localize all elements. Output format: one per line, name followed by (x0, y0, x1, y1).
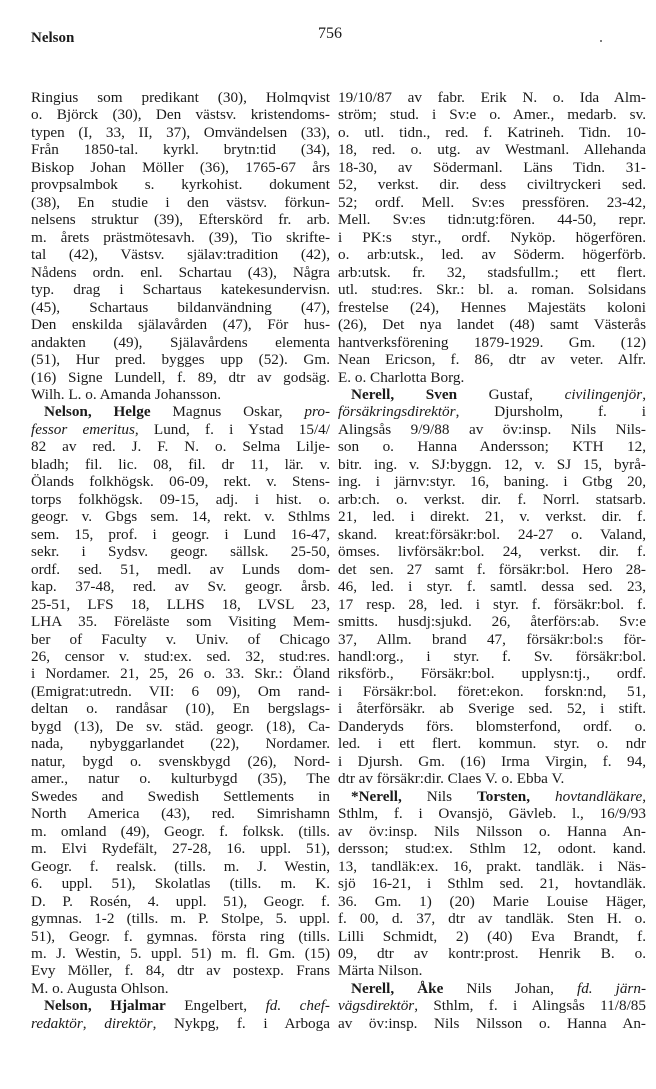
text-line (31, 665, 330, 682)
text-segment: dersson; stud:ex. Sthlm 12, odont. kand. (338, 840, 646, 858)
text-segment: 51), Geogr. f. gymnas. första ring (tills. (31, 927, 330, 945)
text-line (338, 473, 646, 490)
text-line (338, 141, 646, 158)
text-segment: Wilh. L. o. Amanda Johansson. (31, 385, 222, 403)
text-segment: kap. 37-48, red. av Sv. geogr. årsb. (31, 578, 330, 596)
text-line (338, 438, 646, 455)
text-segment: sekr. i Sydsv. geogr. sällsk. 25-50, (31, 543, 330, 561)
text-line (31, 770, 330, 787)
text-line (31, 264, 330, 281)
entry-first-line (338, 980, 646, 997)
text-line (31, 893, 330, 910)
text-line (31, 823, 330, 840)
text-line (338, 508, 646, 525)
text-segment: typ. drag i Schartaus katekesundervisn. (31, 281, 330, 299)
text-segment: Lilli Schmidt, 2) (40) Eva Brandt, f. (338, 927, 646, 945)
text-segment: Gustaf, (457, 385, 565, 403)
text-line (338, 648, 646, 665)
entry-title: fessor emeritus (31, 420, 135, 438)
entry-first-line (31, 403, 330, 420)
text-line (31, 194, 330, 211)
text-segment: 52; ordf. Mell. Sv:es pressfören. 23-42, (338, 193, 646, 211)
text-line (31, 89, 330, 106)
text-line (338, 665, 646, 682)
text-line (31, 299, 330, 316)
text-segment: o. arb:utsk., led. av Söderm. högerförb. (338, 246, 646, 264)
text-segment: 25-51, LFS 18, LLHS 18, LVSL 23, (31, 595, 330, 613)
entry-title: direktör (104, 1014, 153, 1032)
text-segment: m. J. Westin, 5. uppl. 51) m. fl. Gm. (15) (31, 944, 330, 962)
text-line (31, 229, 330, 246)
text-line (31, 683, 330, 700)
text-line (31, 613, 330, 630)
text-segment: , Lund, f. i Ystad 15/4/ (134, 420, 330, 438)
text-segment: 6. uppl. 51), Skolatlas (tills. m. K. (31, 875, 330, 893)
text-segment: Swedes and Swedish Settlements in (31, 787, 330, 805)
text-line (31, 456, 330, 473)
text-segment: torps folkhögsk. 09-15, adj. i hist. o. (31, 490, 330, 508)
text-segment: , Nykpg, f. i Arboga (152, 1014, 330, 1032)
running-head: Nelson (31, 30, 75, 46)
text-segment: 18-30, av Södermanl. Läns Tidn. 31- (338, 158, 646, 176)
print-speck (600, 40, 602, 42)
text-segment: av öv:insp. Nils Nilsson o. Hanna An- (338, 1014, 646, 1032)
text-line (338, 456, 646, 473)
text-line (338, 491, 646, 508)
entry-title: fd. chef- (265, 997, 330, 1015)
text-segment: Nils (401, 787, 478, 805)
text-line (31, 910, 330, 927)
text-segment: ing. i järnv:styr. 16, baning. i Gtbg 20, (338, 473, 646, 491)
text-line (31, 840, 330, 857)
text-segment: E. o. Charlotta Borg. (338, 368, 465, 386)
text-line (31, 421, 330, 438)
text-segment: 18, red. o. utg. av Westmanl. Allehanda (338, 141, 646, 159)
text-line (31, 438, 330, 455)
text-line (338, 194, 646, 211)
text-segment: sjö 16-21, i Sthlm sed. 21, hovtandläk. (338, 875, 646, 893)
text-line (31, 106, 330, 123)
text-segment: Mell. Sv:es tidn:utg:fören. 44-50, repr. (338, 211, 646, 229)
text-line (31, 176, 330, 193)
text-segment: handl:org., i styr. f. Sv. försäkr:bol. (338, 648, 646, 665)
text-segment: LHA 35. Föreläste som Visiting Mem- (31, 613, 330, 631)
text-segment: Från 1850-tal. kyrkl. brytn:tid (34), (31, 141, 330, 159)
text-line (338, 823, 646, 840)
text-line (31, 141, 330, 158)
text-segment: (16) Signe Lundell, f. 89, dtr av godsäg. (31, 368, 330, 386)
text-segment: 26, censor v. stud:ex. sed. 32, stud:res. (31, 648, 330, 665)
text-line (31, 928, 330, 945)
text-segment: 19/10/87 av fabr. Erik N. o. Ida Alm- (338, 89, 646, 106)
entry-name: Nelson, Helge (44, 403, 151, 421)
text-segment: natur, bygd o. svenskbygd (26), Nord- (31, 752, 330, 770)
text-line (338, 561, 646, 578)
text-segment: bladh; fil. lic. 08, fil. dr 11, lär. v. (31, 455, 330, 473)
text-segment: bitr. ing. v. SJ:byggn. 12, v. SJ 15, byrå- (338, 455, 646, 473)
text-segment: Danderyds förs. blomsterfond, ordf. o. (338, 717, 646, 735)
text-line (338, 316, 646, 333)
text-line (338, 334, 646, 351)
text-segment: gymnas. 1-2 (tills. m. P. Stolpe, 5. uppl. (31, 910, 330, 928)
text-line (338, 718, 646, 735)
text-line (338, 211, 646, 228)
text-line (338, 858, 646, 875)
text-segment: dtr av försäkr:dir. Claes V. o. Ebba V. (338, 770, 565, 788)
entry-title: försäkringsdirektör (338, 403, 456, 421)
text-segment: son o. Hanna Andersson; KTH 12, (338, 438, 646, 456)
text-line (31, 543, 330, 560)
text-segment: riksförb., Försäkr:bol. upplysn:tj., ordf. (338, 665, 646, 683)
text-line (31, 631, 330, 648)
text-segment: o. Björck (30), Den västsv. kristendoms- (31, 106, 330, 124)
text-line (31, 962, 330, 979)
text-line (338, 526, 646, 543)
text-segment: i Nordamer. 21, 25, 26 o. 33. Skr.: Öland (31, 665, 330, 683)
entry-title: hovtandläkare (555, 787, 643, 805)
text-line (31, 334, 330, 351)
text-segment (530, 788, 555, 805)
text-segment: 37, Allm. brand 47, försäkr:bol:s för- (338, 630, 646, 648)
text-line (31, 858, 330, 875)
text-segment: andakten (49), Själavårdens elementa (31, 333, 330, 351)
text-segment: Ölands folkhögsk. 06-09, rekt. v. Stens- (31, 473, 330, 491)
text-line (31, 386, 330, 403)
entry-first-line (31, 997, 330, 1014)
text-segment: , Sthlm, f. i Alingsås 11/8/85 (414, 997, 646, 1015)
entry-name: Torsten, (477, 787, 531, 805)
text-line (31, 369, 330, 386)
text-segment: D. P. Rosén, 4. uppl. 51), Geogr. f. (31, 892, 330, 910)
text-line (31, 596, 330, 613)
text-line (338, 229, 646, 246)
text-segment: tal (42), Västsv. själav:tradition (42), (31, 246, 330, 264)
text-segment: nelsens struktur (39), Efterskörd fr. arb. (31, 211, 330, 229)
text-line (338, 893, 646, 910)
text-line (338, 805, 646, 822)
text-segment: ström; stud. i Sv:e o. Amer., medarb. sv. (338, 106, 646, 124)
text-segment: utl. stud:res. Skr.: bl. a. roman. Solsidans (338, 281, 646, 299)
text-line (338, 770, 646, 787)
text-segment: Nean Ericson, f. 86, dtr av veter. Alfr. (338, 351, 646, 369)
text-segment: , (642, 385, 646, 403)
text-segment: ömses. livförsäkr:bol. 24, verkst. dir. f. (338, 543, 646, 561)
text-line (31, 211, 330, 228)
entry-title: civilingenjör (564, 385, 643, 403)
text-line (338, 1015, 646, 1032)
text-segment: arb:ch. o. verkst. dir. f. Norrl. statsarb. (338, 490, 646, 508)
text-line (31, 124, 330, 141)
text-segment: sem. 15, prof. i geogr. i Lund 16-47, (31, 525, 330, 543)
entry-first-line (338, 788, 646, 805)
text-line (338, 124, 646, 141)
text-segment: 09, dtr av kontr:prost. Henrik B. o. (338, 944, 646, 962)
text-segment: , (642, 787, 646, 805)
entry-title: fd. järn- (576, 979, 646, 997)
text-line (31, 648, 330, 665)
text-line (338, 700, 646, 717)
entry-name: Nelson, Hjalmar (44, 997, 166, 1015)
text-segment: Nils Johan, (443, 979, 577, 997)
page-number: 756 (318, 25, 342, 42)
text-line (31, 875, 330, 892)
text-line (338, 106, 646, 123)
text-line (338, 840, 646, 857)
text-segment: ber of Faculty v. Univ. of Chicago (31, 630, 330, 648)
text-line (31, 980, 330, 997)
text-line (338, 403, 646, 420)
text-segment: det sen. 27 samt f. försäkr:bol. Hero 28- (338, 560, 646, 578)
text-line (338, 246, 646, 263)
entry-title: pro- (304, 403, 330, 421)
text-segment: typen (I, 33, II, 37), Omvändelsen (33), (31, 123, 330, 141)
text-segment: i PK:s styr., ordf. Nyköp. högerfören. (338, 228, 646, 246)
text-segment: Engelbert, (165, 997, 266, 1015)
text-line (338, 753, 646, 770)
text-line (31, 246, 330, 263)
text-line (31, 473, 330, 490)
text-segment: i återförsäkr. ab Sverige sed. 52, i stift. (338, 700, 646, 718)
text-line (338, 962, 646, 979)
text-line (338, 910, 646, 927)
text-segment: Geogr. f. realsk. (tills. m. J. Westin, (31, 857, 330, 875)
text-segment: m. årets prästmötesavh. (39), Tio skrifte- (31, 228, 330, 246)
text-segment: 17 resp. 28, led. i styr. f. försäkr:bol. f. (338, 595, 646, 613)
text-segment: av öv:insp. Nils Nilsson o. Hanna An- (338, 822, 646, 840)
text-line (31, 578, 330, 595)
text-line (338, 945, 646, 962)
entry-name: Nerell, Åke (351, 979, 444, 997)
text-segment: led. i ett flert. kommun. styr. o. ndr (338, 735, 646, 753)
text-line (31, 561, 330, 578)
text-line (338, 928, 646, 945)
text-line (338, 543, 646, 560)
entry-title: redaktör (31, 1014, 83, 1032)
text-segment: Magnus Oskar, (150, 403, 305, 421)
text-line (31, 805, 330, 822)
text-column-right (338, 89, 646, 1032)
text-segment: m. Elvi Rydefält, 27-28, 16. uppl. 51), (31, 840, 330, 858)
text-line (338, 89, 646, 106)
text-segment: , (82, 1014, 105, 1032)
text-segment: , Djursholm, f. i (455, 403, 646, 421)
text-segment: North America (43), red. Simrishamn (31, 805, 330, 823)
text-line (31, 735, 330, 752)
text-line (338, 875, 646, 892)
text-line (338, 159, 646, 176)
text-segment: Sthlm, f. i Ovansjö, Gävleb. l., 16/9/93 (338, 805, 646, 823)
text-segment: Den enskilda själavården (47), För hus- (31, 316, 330, 334)
text-segment: smitts. husdj:sjukd. 26, återförs:ab. Sv:e (338, 613, 646, 631)
entry-title: vägsdirektör (338, 997, 415, 1015)
text-segment: (26), Det nya landet (48) samt Västerås (338, 316, 646, 334)
text-line (338, 578, 646, 595)
text-segment: 46, led. i styr. f. samtl. dessa sed. 23, (338, 578, 646, 596)
text-segment: M. o. Augusta Ohlson. (31, 979, 169, 997)
text-segment: (51), Hur pred. bygges upp (52). Gm. (31, 351, 330, 369)
text-segment: (Emigrat:utredn. VII: 6 09), Om rand- (31, 682, 330, 700)
text-line (338, 735, 646, 752)
text-segment: i Djursh. Gm. (16) Irma Virgin, f. 94, (338, 752, 646, 770)
text-line (338, 631, 646, 648)
entry-first-line (338, 386, 646, 403)
text-line (338, 997, 646, 1014)
text-line (31, 718, 330, 735)
text-line (338, 351, 646, 368)
text-segment: Evy Möller, f. 84, dtr av postexp. Frans (31, 962, 330, 980)
text-segment: 82 av red. J. F. N. o. Selma Lilje- (31, 438, 330, 456)
text-line (338, 369, 646, 386)
text-segment: 52, verkst. dir. dess civiltryckeri sed. (338, 176, 646, 194)
text-segment: Märta Nilson. (338, 962, 423, 980)
text-line (31, 351, 330, 368)
entry-name: *Nerell, (351, 787, 402, 805)
text-segment: Biskop Johan Möller (36), 1765-67 års (31, 158, 330, 176)
text-segment: f. 00, d. 37, dtr av tandläk. Sten H. o. (338, 910, 646, 928)
text-segment: nada, nybyggarlandet (22), Nordamer. (31, 735, 330, 753)
text-segment: deltan o. randåsar (10), En bergslags- (31, 700, 330, 718)
text-line (31, 281, 330, 298)
text-line (338, 281, 646, 298)
text-segment: ordf. sed. 51, medl. av Lunds dom- (31, 560, 330, 578)
text-line (31, 491, 330, 508)
text-segment: bygd (13), De sv. städ. geogr. (18), Ca- (31, 717, 330, 735)
text-segment: m. omland (49), Geogr. f. folksk. (tills. (31, 822, 330, 840)
text-segment: skand. kreat:försäkr:bol. 24-27 o. Valand, (338, 525, 646, 543)
text-segment: geogr. v. Gbgs sem. 14, rekt. v. Sthlms (31, 508, 330, 526)
text-line (31, 1015, 330, 1032)
text-segment: hantverksförening 1879-1929. Gm. (12) (338, 333, 646, 351)
text-line (31, 508, 330, 525)
text-segment: amer., natur o. kulturbygd (35), The (31, 770, 330, 788)
text-line (31, 753, 330, 770)
text-line (31, 700, 330, 717)
text-segment: i Försäkr:bol. föret:ekon. forskn:nd, 51, (338, 682, 646, 700)
text-segment: 13, tandläk:ex. 16, prakt. tandläk. i Näs- (338, 857, 646, 875)
text-segment: provpsalmbok s. kyrkohist. dokument (31, 176, 330, 194)
text-segment: 21, led. i direkt. 21, v. verkst. dir. f. (338, 508, 646, 526)
text-segment: (38), En studie i den västsv. förkun- (31, 193, 330, 211)
text-line (338, 299, 646, 316)
text-segment: frestelse (24), Hennes Majestäts koloni (338, 298, 646, 316)
text-line (31, 788, 330, 805)
text-line (338, 683, 646, 700)
text-line (338, 176, 646, 193)
text-column-left (31, 89, 330, 1032)
text-line (338, 596, 646, 613)
text-line (31, 316, 330, 333)
text-segment: (45), Schartaus bildanvändning (47), (31, 298, 330, 316)
entry-name: Nerell, Sven (351, 385, 458, 403)
text-segment: Ringius som predikant (30), Holmqvist (31, 89, 330, 106)
text-line (338, 264, 646, 281)
text-segment: arb:utsk. fr. 32, stadsfullm.; ett flert. (338, 263, 646, 281)
text-line (31, 945, 330, 962)
text-line (338, 421, 646, 438)
text-line (31, 526, 330, 543)
text-segment: Alingsås 9/9/88 av öv:insp. Nils Nils- (338, 420, 646, 438)
text-segment: Nådens ordn. enl. Schartau (43), Några (31, 263, 330, 281)
text-segment: 36. Gm. 1) (20) Marie Louise Häger, (338, 892, 646, 910)
text-line (338, 613, 646, 630)
text-segment: o. utl. tidn., red. f. Katrineh. Tidn. 10- (338, 123, 646, 141)
text-line (31, 159, 330, 176)
